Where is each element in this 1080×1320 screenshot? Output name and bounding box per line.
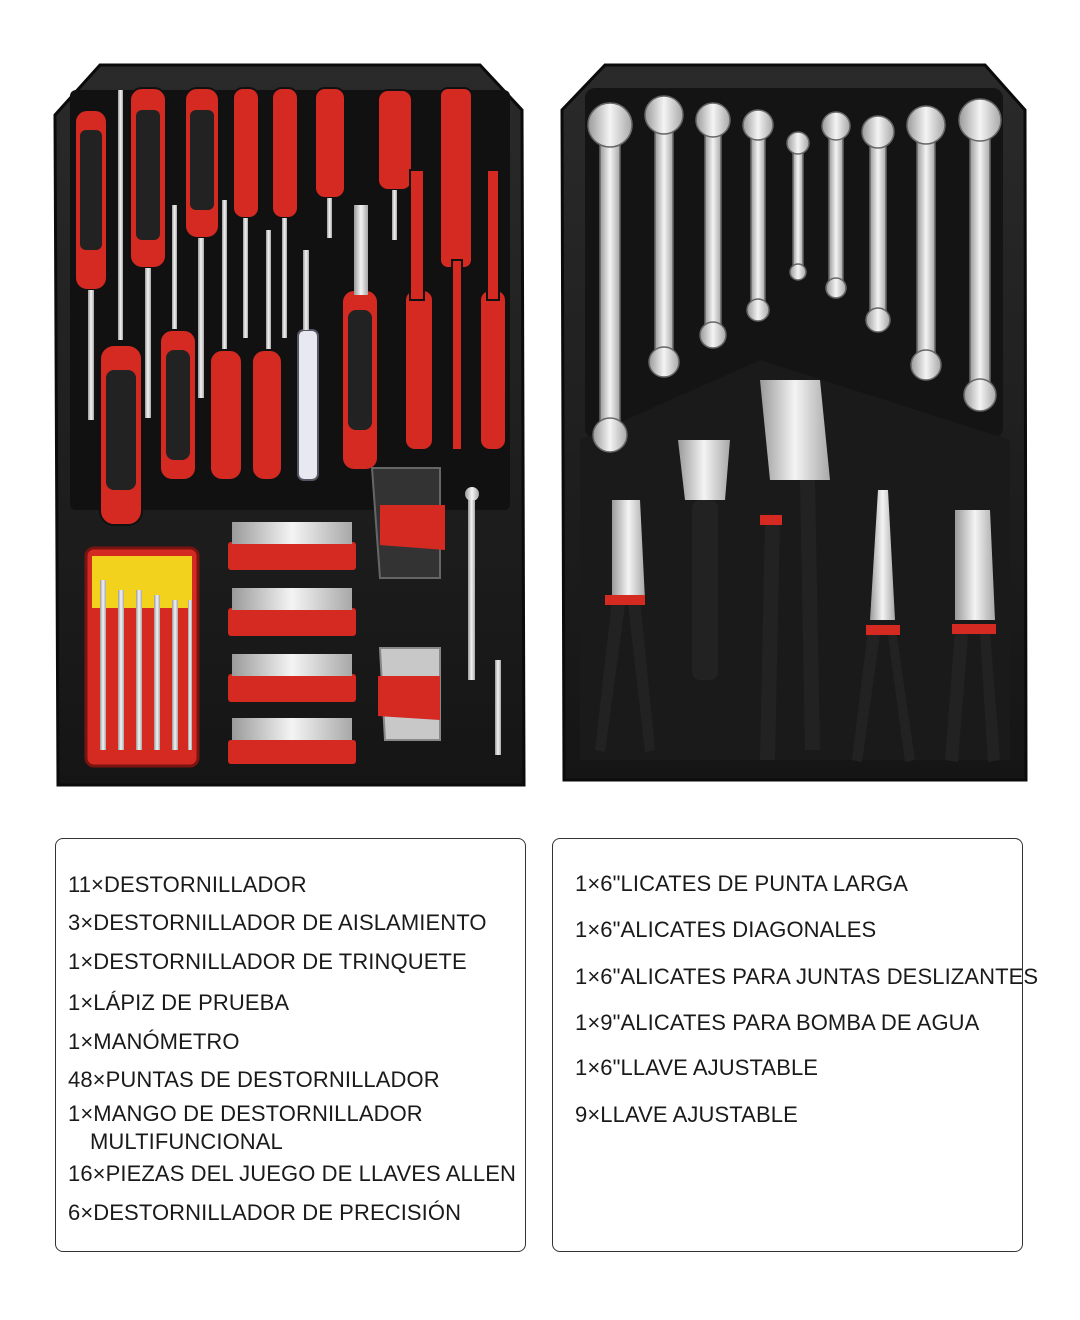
list-item-continuation: MULTIFUNCIONAL [90, 1129, 283, 1154]
list-item: 1×MANGO DE DESTORNILLADOR [68, 1101, 423, 1126]
screwdriver-tray [55, 65, 524, 785]
list-item: 1×DESTORNILLADOR DE TRINQUETE [68, 949, 467, 974]
right-contents-list [552, 838, 1039, 1252]
precision-screwdriver-case [86, 548, 198, 766]
wrench-pliers-tray [562, 65, 1026, 780]
list-item: 1×6"ALICATES PARA JUNTAS DESLIZANTES [575, 964, 1039, 989]
list-item: 1×6"ALICATES DIAGONALES [575, 917, 877, 942]
list-item: 6×DESTORNILLADOR DE PRECISIÓN [68, 1200, 462, 1225]
list-item: 1×6"LICATES DE PUNTA LARGA [575, 871, 908, 896]
list-item: 16×PIEZAS DEL JUEGO DE LLAVES ALLEN [68, 1161, 516, 1186]
left-contents-list [55, 838, 526, 1252]
list-item: 48×PUNTAS DE DESTORNILLADOR [68, 1067, 440, 1092]
list-item: 1×6"LLAVE AJUSTABLE [575, 1055, 819, 1080]
list-item: 3×DESTORNILLADOR DE AISLAMIENTO [68, 910, 487, 935]
list-item: 9×LLAVE AJUSTABLE [575, 1102, 798, 1127]
list-item: 11×DESTORNILLADOR [68, 872, 307, 897]
list-item: 1×9"ALICATES PARA BOMBA DE AGUA [575, 1010, 980, 1035]
list-item: 1×MANÓMETRO [68, 1029, 240, 1054]
list-item: 1×LÁPIZ DE PRUEBA [68, 990, 290, 1015]
